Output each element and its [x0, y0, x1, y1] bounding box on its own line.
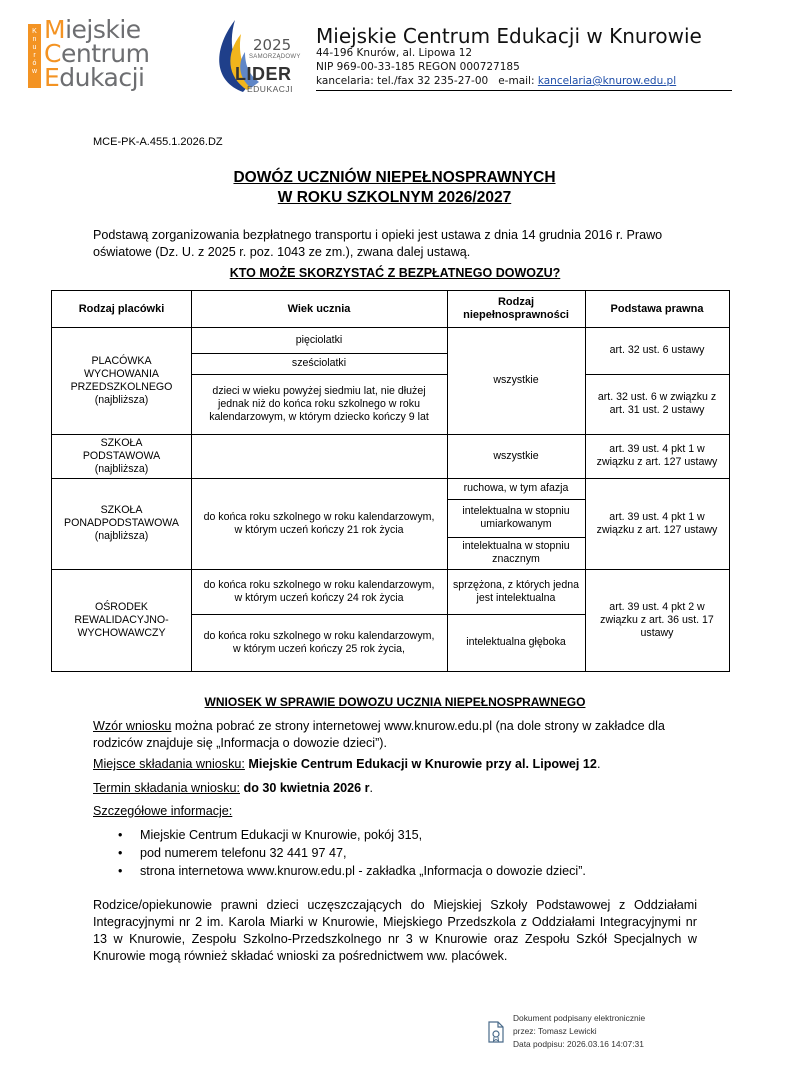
- document-title-line1: DOWÓZ UCZNIÓW NIEPEŁNOSPRAWNYCH: [233, 169, 556, 186]
- header-facility-type: Rodzaj placówki: [78, 302, 165, 315]
- eligibility-table: [51, 290, 730, 672]
- disability-motor: ruchowa, w tym afazja: [463, 482, 569, 494]
- header-legal-basis: Podstawa prawna: [610, 302, 704, 315]
- form-info: Wzór wniosku można pobrać ze strony internetowej www.knurow.edu.pl (na dole strony w zakładce dla rodziców znajduje się „Informacja o dowozie dzieci”).: [93, 719, 665, 750]
- age-primary: [191, 434, 447, 478]
- age-over-seven: dzieci w wieku powyżej siedmiu lat, nie dłużej jednak niż do końca roku szkolnego w roku kalendarzowym, w którym dziecko kończy 9 lat: [209, 384, 429, 423]
- institution-contact: kancelaria: tel./fax 32 235-27-00 e-mail: kancelaria@knurow.edu.pl: [316, 75, 677, 87]
- disability-significant: intelektualna w stopniu znacznym: [462, 540, 570, 565]
- basis-primary: art. 39 ust. 4 pkt 1 w związku z art. 127 ustawy: [596, 443, 718, 468]
- intro-paragraph: Podstawą zorganizowania bezpłatnego transportu i opieki jest ustawa z dnia 14 grudnia 2016 r. Prawo oświatowe (Dz. U. z 2025 r. poz. 1043 ze zm.), zwana dalej ustawą.: [93, 228, 663, 259]
- disability-moderate: intelektualna w stopniu umiarkowanym: [462, 505, 570, 530]
- electronic-signature: Dokument podpisany elektronicznie przez: Tomasz Lewicki Data podpisu: 2026.03.16 14:07:31: [487, 1012, 687, 1054]
- age-rehab-25: do końca roku szkolnego w roku kalendarzowym, w którym uczeń kończy 25 rok życia,: [203, 629, 435, 655]
- document-title-line2: W ROKU SZKOLNYM 2026/2027: [277, 189, 512, 206]
- header-disability-type: Rodzaj niepełnosprawności: [463, 296, 569, 321]
- basis-secondary: art. 39 ust. 4 pkt 1 w związku z art. 127 ustawy: [596, 510, 718, 536]
- basis-rehab: art. 39 ust. 4 pkt 2 w związku z art. 36 ust. 17 ustawy: [600, 600, 714, 639]
- header-student-age: Wiek ucznia: [287, 302, 351, 315]
- list-item: • Miejskie Centrum Edukacji w Knurowie, pokój 315,: [118, 826, 698, 844]
- details-label: Szczegółowe informacje:: [93, 804, 233, 818]
- facility-primary: SZKOŁA PODSTAWOWA (najbliższa): [82, 436, 161, 475]
- age-six-year-olds: sześciolatki: [291, 357, 347, 369]
- list-item: • strona internetowa www.knurow.edu.pl - zakładka „Informacja o dowozie dzieci”.: [118, 862, 698, 880]
- mce-logo: [28, 15, 163, 100]
- age-rehab-24: do końca roku szkolnego w roku kalendarzowym, w którym uczeń kończy 24 rok życia: [203, 578, 435, 604]
- age-five-year-olds: pięciolatki: [295, 333, 343, 346]
- details-list: [118, 826, 698, 880]
- email-link[interactable]: kancelaria@knurow.edu.pl: [537, 75, 677, 87]
- facility-rehab: OŚRODEK REWALIDACYJNO-WYCHOWAWCZY: [74, 600, 169, 639]
- facility-preschool: PLACÓWKA WYCHOWANIA PRZEDSZKOLNEGO (najbliższa): [70, 354, 173, 406]
- lider-edukacji-logo: 2025 SAMORZĄDOWY LIDER EDUKACJI: [205, 12, 300, 102]
- header-divider: [316, 90, 732, 91]
- age-secondary: do końca roku szkolnego w roku kalendarzowym, w którym uczeń kończy 21 rok życia: [203, 510, 435, 536]
- application-heading: WNIOSEK W SPRAWIE DOWOZU UCZNIA NIEPEŁNOSPRAWNEGO: [204, 695, 586, 709]
- institution-address: 44-196 Knurów, al. Lipowa 12: [316, 47, 473, 59]
- intermediary-note: Rodzice/opiekunowie prawni dzieci uczęszczających do Miejskiej Szkoły Podstawowej z Oddziałami Integracyjnymi nr 2 im. Karola Miarki w Knurowie, Miejskiego Przedszkola z Oddziałami Integracyjnymi nr 13 w Knurowie, Zespołu Szkolno-Przedszkolnego nr 3 w Knurowie oraz Zespołu Szkół Specjalnych w Knurowie mogą również składać wnioski za pośrednictwem ww. placówek.: [93, 898, 697, 963]
- disability-profound: intelektualna głęboka: [466, 636, 566, 648]
- mce-logo-text: Miejskie Centrum Edukacji: [44, 15, 150, 92]
- basis-preschool-1: art. 32 ust. 6 ustawy: [609, 344, 705, 356]
- list-item: • pod numerem telefonu 32 441 97 47,: [118, 844, 698, 862]
- eligibility-heading: KTO MOŻE SKORZYSTAĆ Z BEZPŁATNEGO DOWOZU?: [229, 266, 561, 280]
- signed-document-icon: [487, 1021, 505, 1043]
- reference-number: MCE-PK-A.455.1.2026.DZ: [93, 136, 223, 148]
- submission-place: Miejsce składania wniosku: Miejskie Centrum Edukacji w Knurowie przy al. Lipowej 12.: [93, 757, 601, 771]
- facility-secondary: SZKOŁA PONADPODSTAWOWA (najbliższa): [64, 504, 179, 542]
- basis-preschool-2: art. 32 ust. 6 w związku z art. 31 ust. 2 ustawy: [597, 391, 717, 416]
- disability-combined: sprzężona, z których jedna jest intelektualna: [452, 578, 579, 604]
- institution-name: Miejskie Centrum Edukacji w Knurowie: [316, 24, 702, 48]
- disability-preschool: wszystkie: [493, 374, 539, 386]
- mce-logo-side-bar: K n u r ó w: [28, 24, 41, 88]
- institution-ids: NIP 969-00-33-185 REGON 000727185: [316, 61, 520, 73]
- disability-primary: wszystkie: [493, 449, 539, 462]
- submission-deadline: Termin składania wniosku: do 30 kwietnia 2026 r.: [93, 781, 373, 795]
